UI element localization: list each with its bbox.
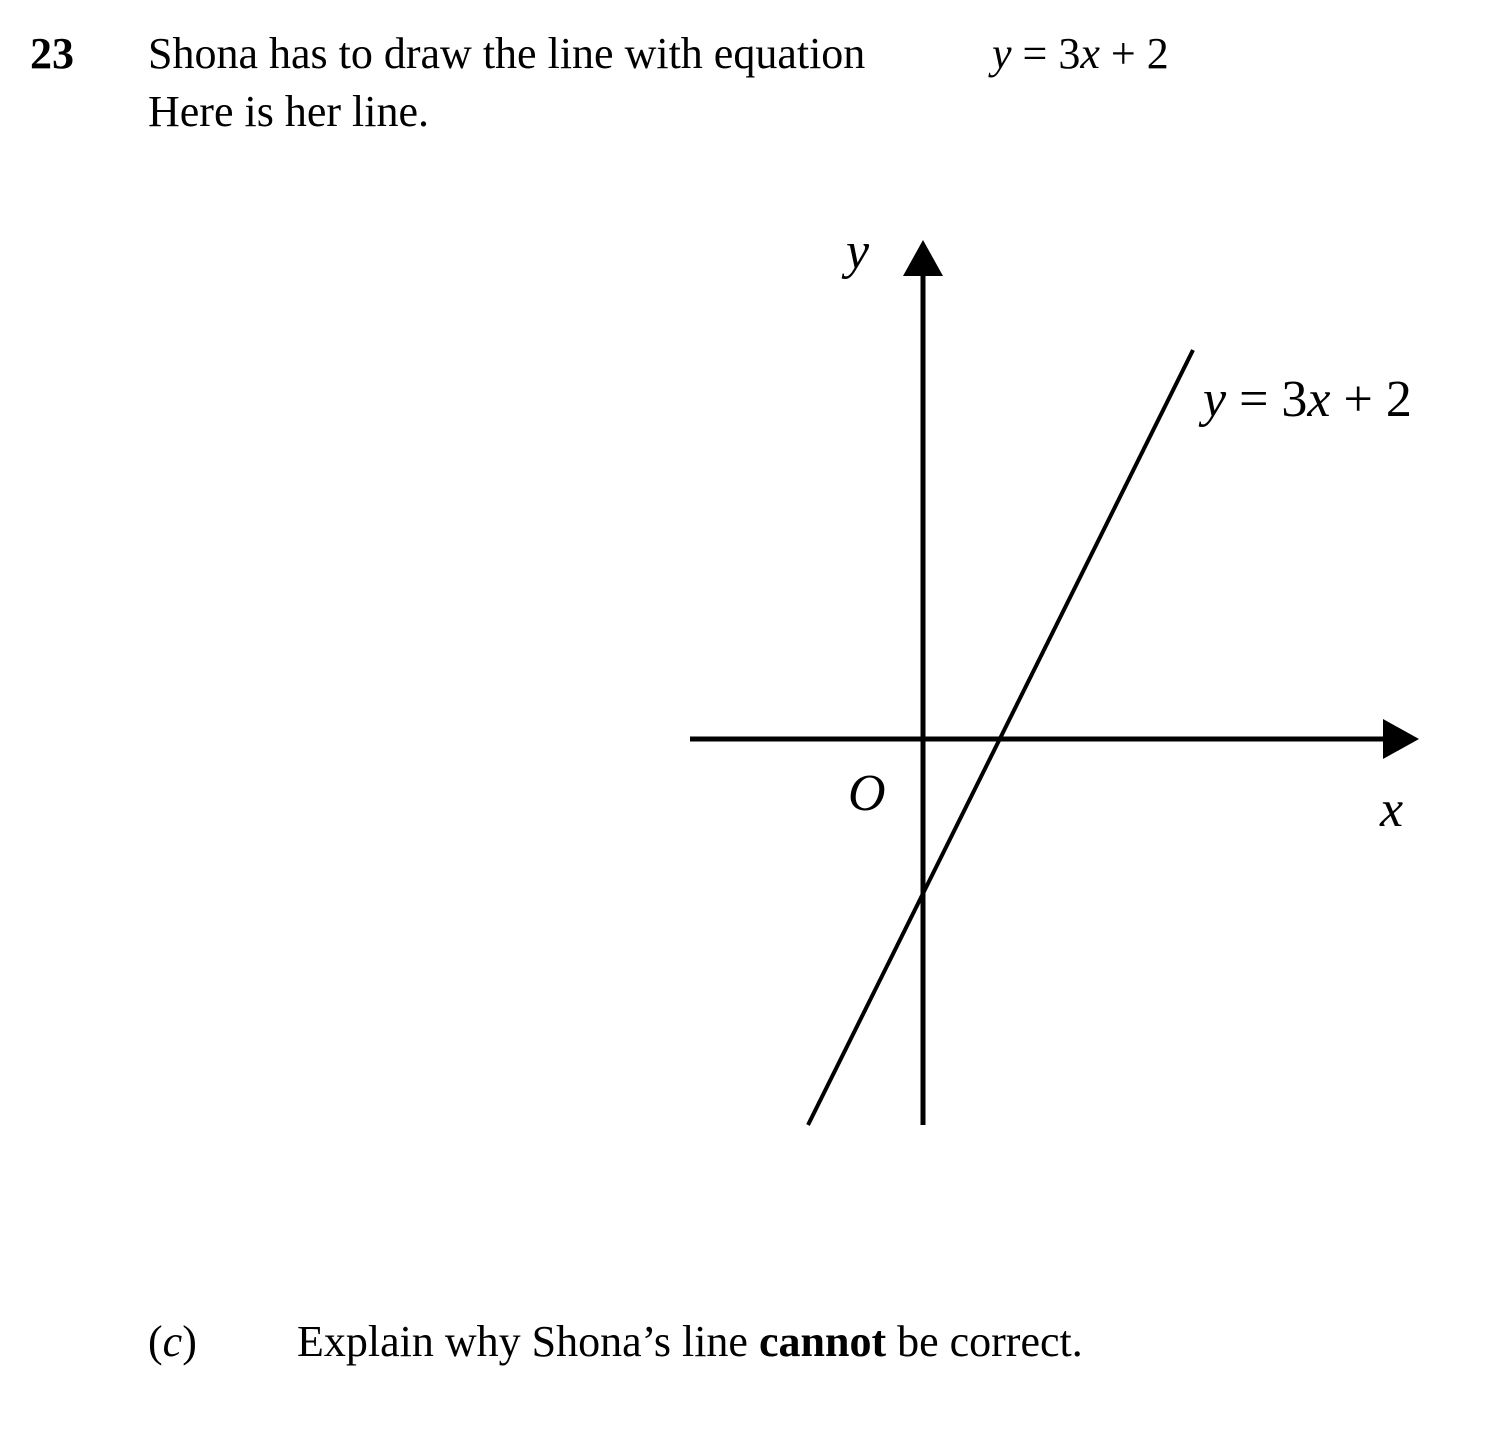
y-axis-arrowhead [903,240,943,276]
line-label-x: x [1307,371,1331,428]
part-c-text-bold: cannot [758,1317,887,1366]
part-c-letter: c [162,1317,183,1366]
line-label-y: y [1203,371,1227,428]
equation-mid: = 3 [1011,29,1081,78]
x-axis-label: x [1380,781,1404,838]
part-c-text-before: Explain why Shona’s line [297,1317,759,1366]
part-c-question [297,1316,1083,1368]
part-c-close-paren: ) [182,1317,197,1366]
line-equation-label [1198,371,1412,428]
x-axis-arrowhead [1383,719,1419,759]
origin-label: O [848,765,886,822]
y-axis-label: y [846,223,870,280]
equation-y: y [992,29,1012,78]
line-label-end: + 2 [1330,371,1412,428]
question-text-line-1: Shona has to draw the line with equation [148,29,866,78]
line-label-mid: = 3 [1226,371,1308,428]
equation-end: + 2 [1099,29,1169,78]
part-c-text-after: be correct. [886,1317,1083,1366]
question-number: 23 [30,29,74,78]
question-text-line-2: Here is her line. [148,87,429,136]
part-c-open-paren: ( [148,1317,163,1366]
part-c-label [148,1316,197,1368]
equation-x: x [1080,29,1100,78]
